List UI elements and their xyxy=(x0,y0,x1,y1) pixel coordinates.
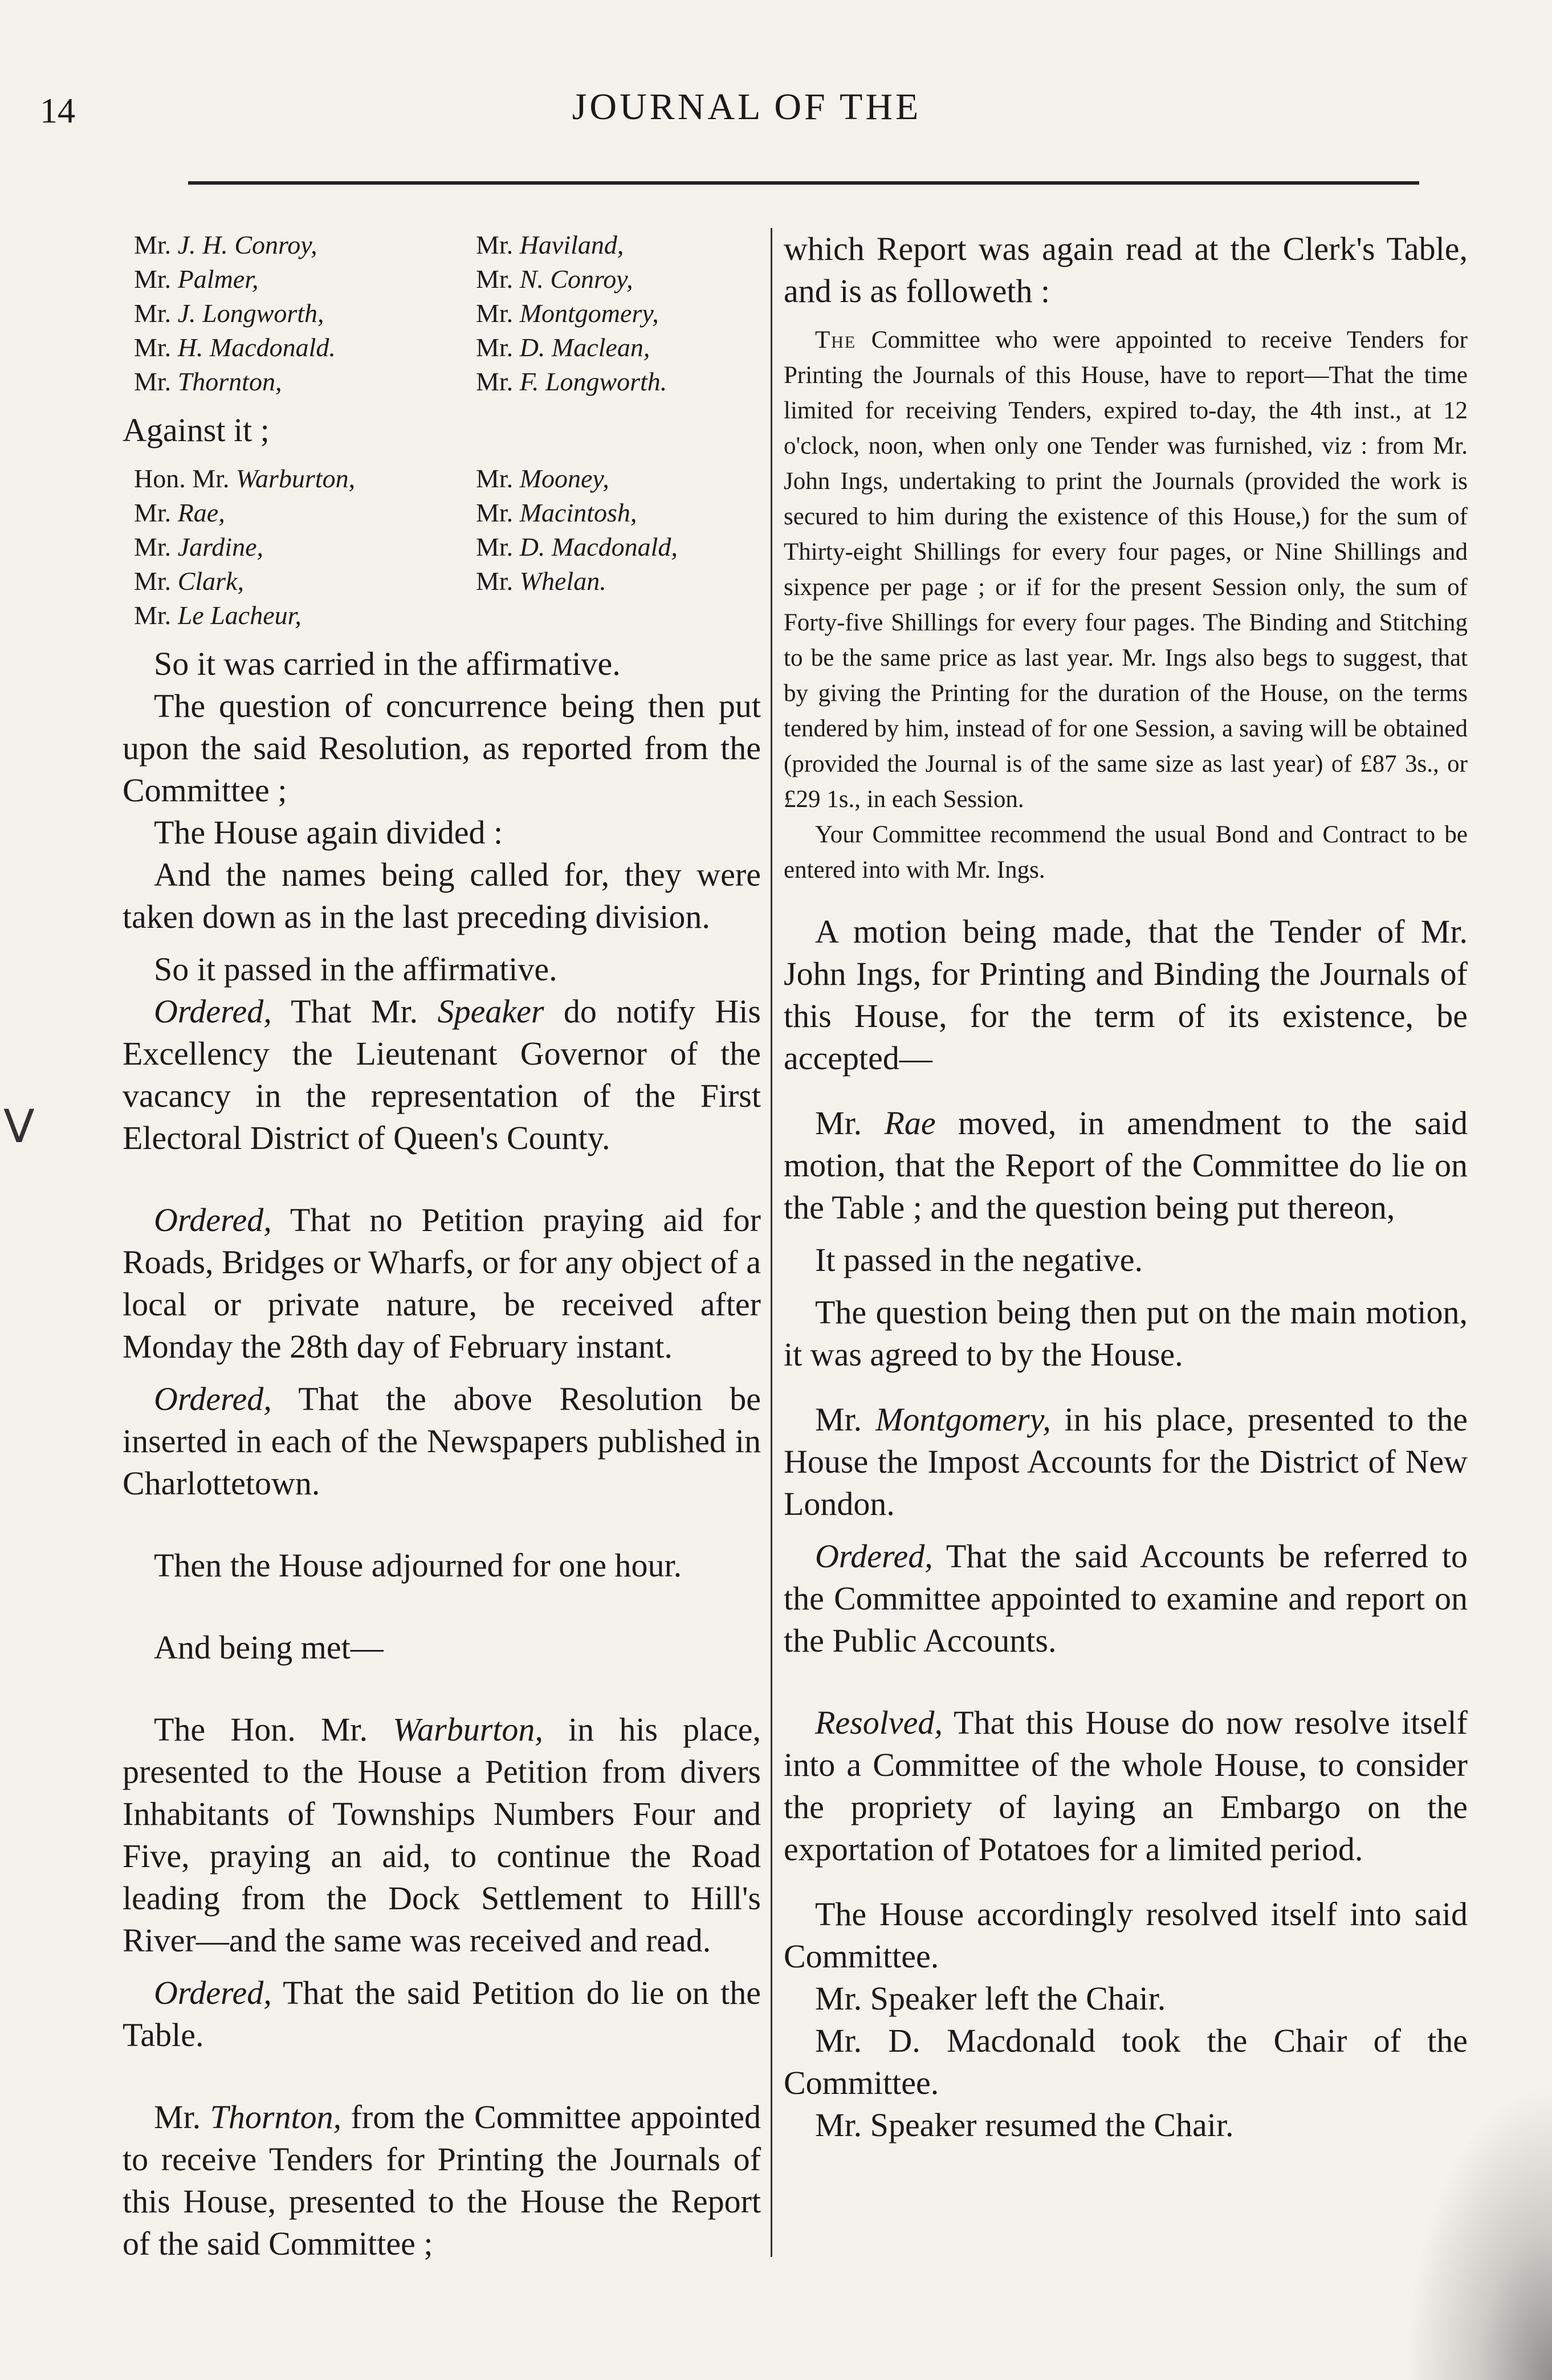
vote-for-list xyxy=(134,228,761,399)
header-rule xyxy=(188,181,1419,185)
ordered-lie-paragraph: Ordered, That the said Petition do lie on the Table. xyxy=(123,1974,761,2053)
resolved-label: Resolved, xyxy=(815,1704,943,1741)
member-name: Mr. F. Longworth. xyxy=(476,367,667,396)
member-name: Mr. Jardine, xyxy=(134,532,263,561)
motion-paragraph: A motion being made, that the Tender of Mr. John Ings, for Printing and Binding the Journals of this House, for the term of its existence, be accepted— xyxy=(784,913,1468,1077)
ordered-petition-paragraph: Ordered, That no Petition praying aid for Roads, Bridges or Wharfs, or for any object of a local or private nature, be received after Monday the 28th day of February instant. xyxy=(123,1201,761,1365)
member-name: Mr. H. Macdonald. xyxy=(134,333,336,362)
ordered-notify-paragraph: Ordered, That Mr. Speaker do notify His Excellency the Lieutenant Governor of the vacancy in the representation of the First Electoral District of Queen's County. xyxy=(123,993,761,1156)
member-name: Mr. Whelan. xyxy=(476,567,606,596)
committee-recommend-paragraph: Your Committee recommend the usual Bond and Contract to be entered into with Mr. Ings. xyxy=(784,821,1468,883)
member-name: Mr. Le Lacheur, xyxy=(134,601,302,630)
member-name xyxy=(476,598,761,633)
report-intro-paragraph: which Report was again read at the Clerk's Table, and is as followeth : xyxy=(784,230,1468,309)
column-divider xyxy=(771,228,772,2257)
ordered-label: Ordered, xyxy=(154,1974,272,2011)
right-column xyxy=(784,228,1468,2146)
warburton-petition-paragraph: The Hon. Mr. Warburton, in his place, presented to the House a Petition from divers Inhabitants of Townships Numbers Four and Five, praying an aid, to continue the Road leading from the Dock Settlement to Hill's River—and the same was received and read. xyxy=(123,1711,761,1959)
member-name: Mr. Haviland, xyxy=(476,230,624,259)
member-name: Mr. Clark, xyxy=(134,567,244,596)
running-title: JOURNAL OF THE xyxy=(572,86,922,128)
ordered-label: Ordered, xyxy=(154,1201,272,1238)
left-column xyxy=(123,228,761,2265)
page-number: 14 xyxy=(40,92,75,131)
member-name: Mr. J. H. Conroy, xyxy=(134,230,317,259)
member-name: Mr. Montgomery, xyxy=(476,299,659,328)
resolved-itself-paragraph: The House accordingly resolved itself into said Committee. xyxy=(784,1896,1468,1975)
carried-line: So it was carried in the affirmative. xyxy=(154,645,621,682)
member-name: Mr. Palmer, xyxy=(134,264,259,294)
being-met-line: And being met— xyxy=(154,1629,384,1666)
passed-line: So it passed in the affirmative. xyxy=(154,951,557,988)
main-motion-paragraph: The question being then put on the main motion, it was agreed to by the House. xyxy=(784,1294,1468,1373)
scan-shadow xyxy=(1404,2084,1552,2380)
thornton-report-paragraph: Mr. Thornton, from the Committee appointed to receive Tenders for Printing the Journals of this House, presented to the House the Report of the said Committee ; xyxy=(123,2098,761,2262)
ordered-label: Ordered, xyxy=(815,1538,933,1575)
divided-line: The House again divided : xyxy=(154,814,503,851)
macdonald-chair-line: Mr. D. Macdonald took the Chair of the Committee. xyxy=(784,2022,1468,2101)
speaker-resumed-line: Mr. Speaker resumed the Chair. xyxy=(815,2106,1234,2143)
member-name: Mr. J. Longworth, xyxy=(134,299,324,328)
ordered-label: Ordered, xyxy=(154,993,272,1030)
page-header xyxy=(40,85,1453,142)
question-paragraph: The question of concurrence being then put upon the said Resolution, as reported from the Committee ; xyxy=(123,687,761,809)
ordered-newspapers-paragraph: Ordered, That the above Resolution be inserted in each of the Newspapers published in Charlottetown. xyxy=(123,1380,761,1502)
names-called-paragraph: And the names being called for, they were taken down as in the last preceding division. xyxy=(123,856,761,935)
speaker-left-line: Mr. Speaker left the Chair. xyxy=(815,1980,1166,2017)
member-name: Hon. Mr. Warburton, xyxy=(134,464,356,493)
vote-against-list xyxy=(134,462,761,633)
ordered-accounts-paragraph: Ordered, That the said Accounts be referred to the Committee appointed to examine and report on the Public Accounts. xyxy=(784,1538,1468,1659)
member-name: Mr. Rae, xyxy=(134,498,225,527)
committee-report-paragraph: The Committee who were appointed to receive Tenders for Printing the Journals of this House, have to report—That the time limited for receiving Tenders, expired to-day, the 4th inst., at 12 o'clock, noon, when only one Tender was furnished, viz : from Mr. John Ings, undertaking to print the Journals (provided the work is secured to him during the existence of this House,) for the sum of Thirty-eight Shillings for every four pages, or Nine Shillings and sixpence per page ; or if for the present Session only, the sum of Forty-five Shillings for every four pages. The Binding and Stitching to be the same price as last year. Mr. Ings also begs to suggest, that by giving the Printing for the duration of the House, on the terms tendered by him, instead of for one Session, a saving will be obtained (provided the Journal is of the same size as last year) of £87 3s., or £29 1s., in each Session. xyxy=(784,327,1468,813)
adjourned-line: Then the House adjourned for one hour. xyxy=(154,1547,682,1584)
member-name: Mr. N. Conroy, xyxy=(476,264,633,294)
member-name: Mr. Thornton, xyxy=(134,367,282,396)
member-name: Mr. D. Maclean, xyxy=(476,333,650,362)
member-name: Mr. Macintosh, xyxy=(476,498,637,527)
margin-check-mark: V xyxy=(3,1100,35,1153)
rae-amendment-paragraph: Mr. Rae moved, in amendment to the said motion, that the Report of the Committee do lie on the Table ; and the question being put thereon, xyxy=(784,1105,1468,1226)
negative-line: It passed in the negative. xyxy=(815,1241,1143,1278)
ordered-label: Ordered, xyxy=(154,1380,272,1417)
montgomery-accounts-paragraph: Mr. Montgomery, in his place, presented to the House the Impost Accounts for the District of New London. xyxy=(784,1401,1468,1522)
member-name: Mr. D. Macdonald, xyxy=(476,532,678,561)
member-name: Mr. Mooney, xyxy=(476,464,609,493)
against-label: Against it ; xyxy=(123,411,270,449)
resolved-embargo-paragraph: Resolved, That this House do now resolve itself into a Committee of the whole House, to consider the propriety of laying an Embargo on the exportation of Potatoes for a limited period. xyxy=(784,1704,1468,1868)
